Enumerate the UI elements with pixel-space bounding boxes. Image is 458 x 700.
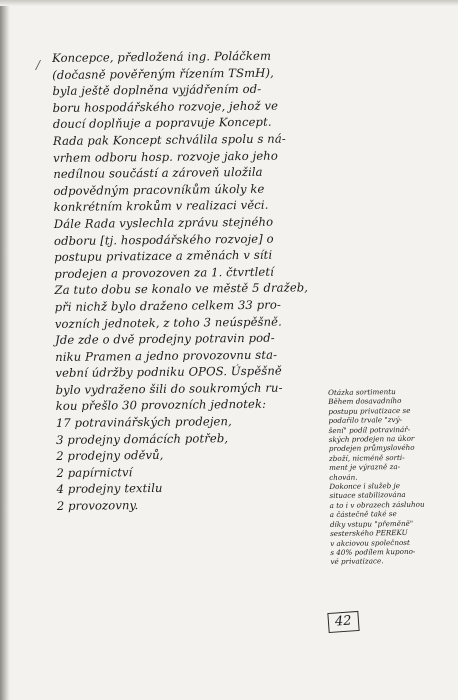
list-item: 17 potravinářských prodejen, bbox=[55, 414, 232, 431]
margin-note-line: vé privatizace. bbox=[330, 556, 384, 567]
body-line: konkrétním krokům v realizaci věci. bbox=[53, 198, 269, 215]
margin-note-line: ských prodejen na úkor bbox=[328, 433, 415, 445]
body-line: odboru [tj. hospodářského rozvoje] o bbox=[53, 231, 274, 248]
margin-note-line: situace stabilizována bbox=[329, 490, 406, 501]
margin-mark: / bbox=[36, 58, 41, 72]
margin-note bbox=[328, 386, 452, 566]
book-gutter-shadow bbox=[0, 0, 10, 700]
body-line: niku Pramen a jedno provozovnu sta- bbox=[55, 347, 278, 364]
page-top-shadow bbox=[0, 0, 458, 6]
handwritten-body-text bbox=[52, 47, 337, 515]
margin-note-line: chován. bbox=[329, 472, 358, 482]
body-line: kou přešlo 30 provozních jednotek: bbox=[55, 397, 267, 414]
list-item: 4 prodejny textilu bbox=[56, 481, 163, 497]
list-item: 2 papírnictví bbox=[56, 465, 133, 480]
margin-note-line: šení" podíl potravinář- bbox=[328, 424, 411, 435]
margin-note-line: Během dosavadního bbox=[328, 396, 402, 407]
body-line: Za tuto dobu se konalo ve městě 5 dražeb, bbox=[54, 280, 309, 298]
body-line: Dále Rada vyslechla zprávu stejného bbox=[53, 214, 274, 231]
body-line: Jde zde o dvě prodejny potravin pod- bbox=[54, 330, 275, 348]
margin-note-line: sesterského PEREKU bbox=[329, 527, 408, 539]
margin-note-line: Otázka sortimentu bbox=[328, 387, 396, 397]
body-line: doucí doplňuje a popravuje Koncept. bbox=[52, 115, 272, 132]
margin-note-line: ment je výrazně za- bbox=[329, 462, 401, 473]
list-item: 2 prodejny oděvů, bbox=[56, 448, 164, 464]
body-line: vrhem odboru hosp. rozvoje jako jeho bbox=[53, 148, 278, 165]
margin-note-line: postupu privatizace se bbox=[328, 405, 411, 416]
margin-note-line: v akciovou společnost bbox=[330, 537, 410, 548]
body-line: (dočasně pověřeným řízením TSmH), bbox=[52, 65, 274, 82]
body-line: byla ještě doplněna vyjádřením od- bbox=[52, 81, 262, 99]
list-item: 2 provozovny. bbox=[56, 498, 139, 514]
margin-note-line: Dokonce i služeb je bbox=[329, 481, 401, 492]
body-line: nedílnou součástí a zároveň uložila bbox=[53, 164, 263, 182]
body-line: postupu privatizace a změnách v síti bbox=[54, 247, 273, 265]
body-line: Koncepce, předložená ing. Poláčkem bbox=[52, 48, 272, 65]
margin-note-line: a částečně také se bbox=[329, 509, 397, 520]
body-line: vozních jednotek, z toho 3 neúspěšně. bbox=[54, 314, 282, 331]
body-line: boru hospodářského rozvoje, jehož ve bbox=[52, 98, 279, 115]
margin-note-line: prodejen průmyslového bbox=[328, 443, 415, 454]
body-line: odpovědným pracovníkům úkoly ke bbox=[53, 181, 265, 198]
body-line: prodejen a provozoven za 1. čtvrtletí bbox=[54, 264, 274, 281]
list-item: 3 prodejny domácích potřeb, bbox=[56, 430, 229, 447]
body-line: při nichž bylo draženo celkem 33 pro- bbox=[54, 297, 281, 314]
margin-note-line: podařilo trvale "zvý- bbox=[328, 415, 403, 426]
margin-note-line: díky vstupu "přeměně" bbox=[329, 518, 414, 529]
margin-note-line: s 40% podílem kupono- bbox=[330, 546, 416, 557]
body-line: Rada pak Koncept schválila spolu s ná- bbox=[52, 131, 286, 148]
page-number: 42 bbox=[327, 611, 359, 633]
body-line: vební údržby podniku OPOS. Úspěšně bbox=[55, 363, 282, 381]
unit-list bbox=[56, 412, 337, 514]
margin-note-line: zboží, nicméně sorti- bbox=[328, 452, 405, 463]
body-line: bylo vydraženo šili do soukromých ru- bbox=[55, 380, 283, 397]
margin-note-line: a to i v obrazech zásluhou bbox=[329, 499, 425, 510]
